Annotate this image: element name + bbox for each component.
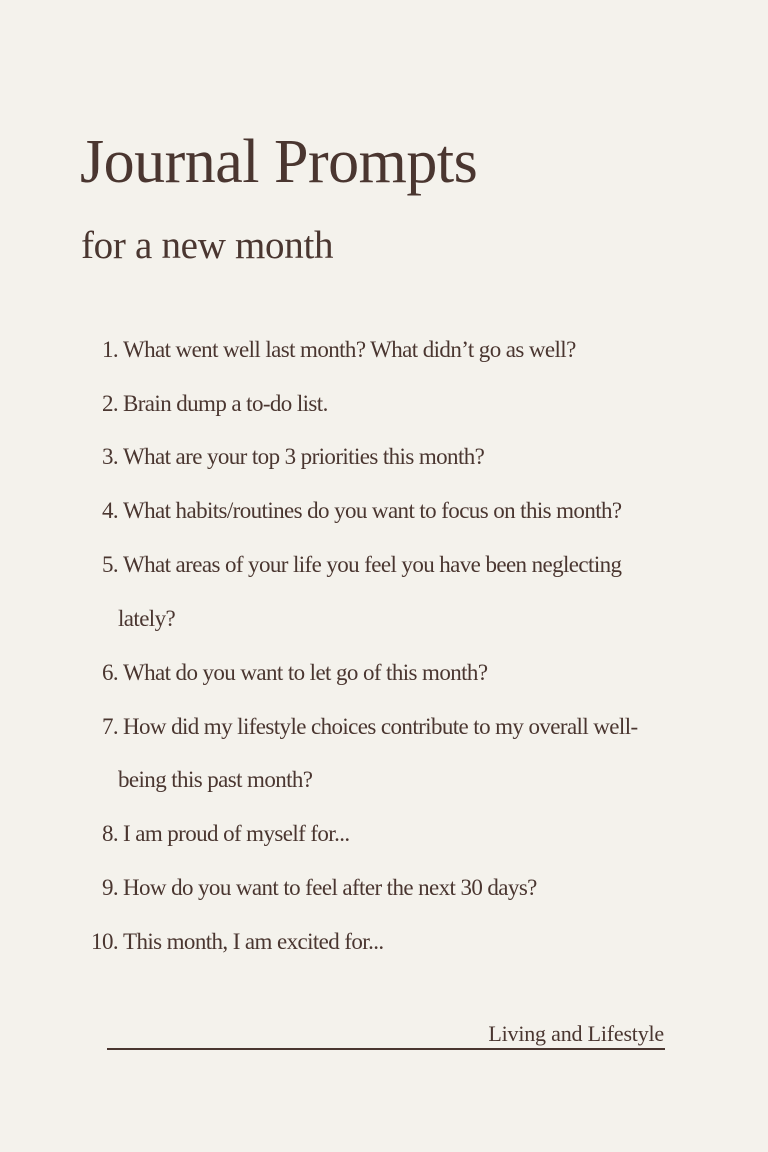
- prompt-number: 1.: [101, 337, 118, 362]
- prompt-number: 3.: [101, 444, 118, 469]
- prompt-number: 9.: [101, 875, 118, 900]
- prompt-text: What areas of your life you feel you have been neglecting: [123, 552, 622, 577]
- prompt-text: What went well last month? What didn’t go as well?: [123, 337, 576, 362]
- prompt-text: What habits/routines do you want to focus on this month?: [123, 498, 622, 523]
- prompt-text: How did my lifestyle choices contribute to my overall well-: [123, 714, 638, 739]
- prompt-number: 5.: [101, 552, 118, 577]
- prompt-text: I am proud of myself for...: [123, 821, 350, 846]
- footer-divider: [107, 1048, 665, 1050]
- prompt-text-continuation: lately?: [118, 606, 176, 631]
- prompt-text: How do you want to feel after the next 30 days?: [123, 875, 537, 900]
- prompt-text: Brain dump a to-do list.: [123, 391, 328, 416]
- prompt-number: 8.: [101, 821, 118, 846]
- prompt-text: What are your top 3 priorities this month?: [123, 444, 485, 469]
- page-subtitle: for a new month: [81, 224, 334, 267]
- prompt-number: 10.: [91, 929, 118, 954]
- page-title: Journal Prompts: [80, 128, 478, 196]
- prompt-number: 7.: [101, 714, 118, 739]
- brand-name: Living and Lifestyle: [488, 1021, 664, 1046]
- prompt-text-continuation: being this past month?: [118, 767, 313, 792]
- prompt-number: 4.: [101, 498, 118, 523]
- prompt-text: What do you want to let go of this month?: [123, 660, 488, 685]
- prompt-number: 2.: [101, 391, 118, 416]
- prompt-text: This month, I am excited for...: [123, 929, 384, 954]
- prompt-number: 6.: [101, 660, 118, 685]
